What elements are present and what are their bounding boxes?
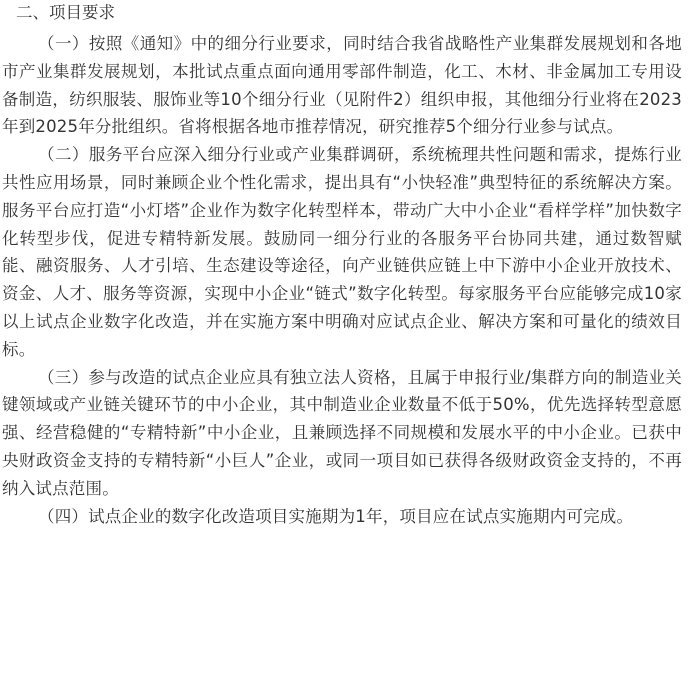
paragraph-4: （四）试点企业的数字化改造项目实施期为1年，项目应在试点实施期内可完成。 <box>38 506 634 526</box>
paragraph-3: （三）参与改造的试点企业应具有独立法人资格，且属于申报行业/集群方向的制造业关键领域或产业链关键环节的中小企业，其中制造业企业数量不低于50%，优先选择转型意愿强、经营稳健的“专精特新”中小企业，且兼顾选择不同规模和发展水平的中小企业。已获中央财政资金支持的专精特新“小巨人”企业，或同一项目如已获得各级财政资金支持的，不再纳入试点范围。 <box>2 367 682 498</box>
section-heading: 二、项目要求 <box>16 3 115 22</box>
paragraph-2: （二）服务平台应深入细分行业或产业集群调研，系统梳理共性问题和需求，提炼行业共性应用场景，同时兼顾企业个性化需求，提出具有“小快轻准”典型特征的系统解决方案。服务平台应打造“小灯塔”企业作为数字化转型样本，带动广大中小企业“看样学样”加快数字化转型步伐，促进专精特新发展。鼓励同一细分行业的各服务平台协同共建，通过数智赋能、融资服务、人才引培、生态建设等途径，向产业链供应链上中下游中小企业开放技术、资金、人才、服务等资源，实现中小企业“链式”数字化转型。每家服务平台应能够完成10家以上试点企业数字化改造，并在实施方案中明确对应试点企业、解决方案和可量化的绩效目标。 <box>2 145 682 359</box>
paragraph-1: （一）按照《通知》中的细分行业要求，同时结合我省战略性产业集群发展规划和各地市产业集群发展规划，本批试点重点面向通用零部件制造，化工、木材、非金属加工专用设备制造，纺织服装、服饰业等10个细分行业（见附件2）组织申报，其他细分行业将在2023年到2025年分批组织。省将根据各地市推荐情况，研究推荐5个细分行业参与试点。 <box>2 34 682 137</box>
